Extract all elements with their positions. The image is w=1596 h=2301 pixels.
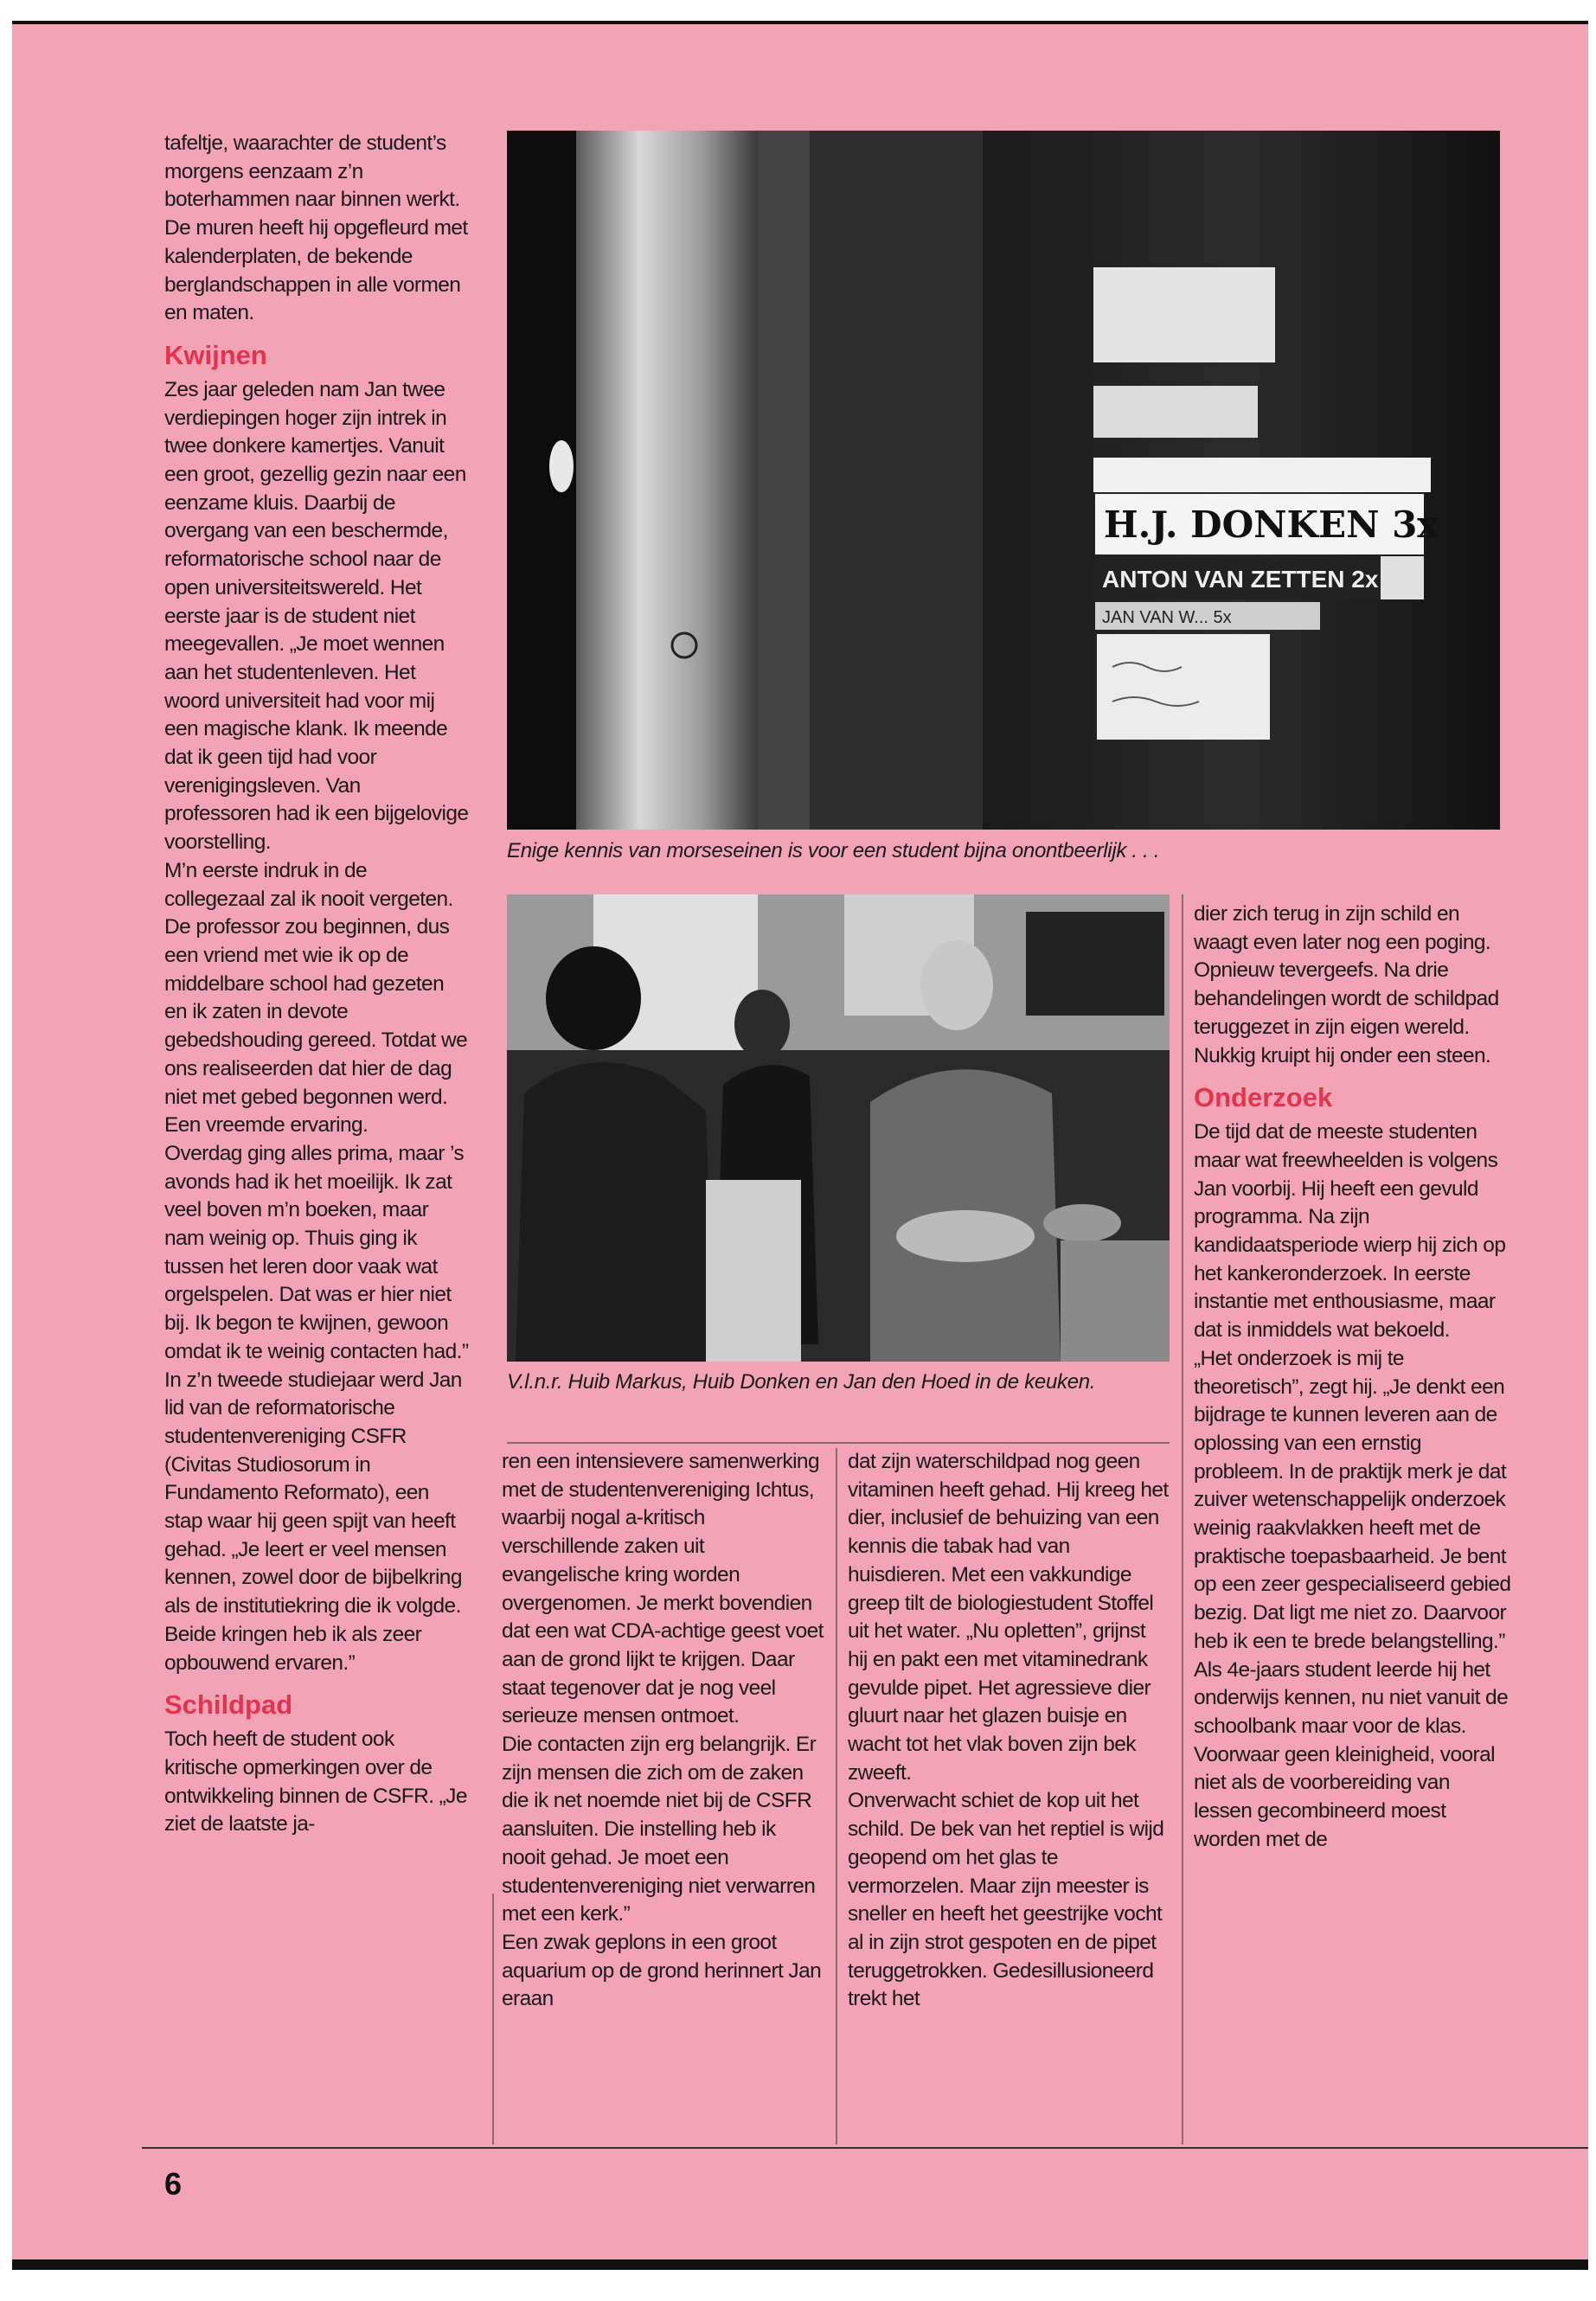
door-photo-caption: Enige kennis van morseseinen is voor een student bijna onontbeerlijk . . . [507, 839, 1160, 862]
col2-paragraph-2: Die contacten zijn erg belangrijk. Er zijn mensen die zich om de zaken die ik net noemde niet bij de CSFR aansluiten. Die instelling heb ik nooit gehad. Je moet een studentenvereniging niet verwarren met een kerk.” [502, 1733, 817, 1926]
door-sign-second: ANTON VAN ZETTEN 2x [1102, 566, 1379, 593]
column-3 [848, 1448, 1170, 2014]
col3-paragraph-2: Onverwacht schiet de kop uit het schild. De bek van het reptiel is wijd geopend om het glas te vermorzelen. Maar zijn meester is sneller en heeft het geestrijke vocht al in zijn strot gespoten en de pipet teruggetrokken. Gedesillusioneerd trekt het [848, 1789, 1164, 2011]
column-1 [164, 130, 469, 1839]
door-photo [507, 131, 1500, 830]
kitchen-photo-caption: V.l.n.r. Huib Markus, Huib Donken en Jan den Hoed in de keuken. [507, 1370, 1096, 1394]
kitchen-photo [507, 894, 1170, 1362]
caption-rule [507, 1442, 1170, 1444]
page-number: 6 [164, 2166, 183, 2202]
column-rule-3 [1182, 894, 1183, 2144]
col1-paragraph-3: M’n eerste indruk in de collegezaal zal ik nooit vergeten. De professor zou beginnen, dus een vriend met wie ik op de middelbare school had gezeten en ik zaten in devote gebedshouding gereed. Totdat we ons realiseerden dat hier de dag niet met gebed begonnen werd. Een vreemde ervaring. [164, 858, 468, 1138]
col1-paragraph-6: Toch heeft de student ook kritische opmerkingen over de ontwikkeling binnen de CSFR. „Je ziet de laatste ja- [164, 1727, 467, 1836]
col1-paragraph-5: In z’n tweede studiejaar werd Jan lid van de reformatorische studentenvereniging CSFR (Civitas Studiosorum in Fundamento Reformato), een stap waar hij geen spijt van heeft gehad. „Je leert er veel mensen kennen, zowel door de bijbelkring als de institutiekring die ik volgde. Beide kringen heb ik als zeer opbouwend ervaren.” [164, 1368, 462, 1675]
footer-rule [142, 2147, 1588, 2149]
col1-paragraph-1: tafeltje, waarachter de student’s morgens eenzaam z’n boterhammen naar binnen werkt. De muren heeft hij opgefleurd met kalenderplaten, de bekende berglandschappen in alle vormen en maten. [164, 131, 468, 325]
col4-paragraph-1: dier zich terug in zijn schild en waagt even later nog een poging. Opnieuw tevergeefs. Na drie behandelingen wordt de schildpad teruggezet in zijn eigen wereld. Nukkig kruipt hij onder een steen. [1194, 902, 1499, 1067]
column-2 [502, 1448, 824, 2014]
col2-paragraph-1: ren een intensievere samenwerking met de studentenvereniging Ichtus, waarbij nogal a-kritisch verschillende zaken uit evangelische kring worden overgenomen. Je merkt bovendien dat een wat CDA-achtige geest voet aan de grond lijkt te krijgen. Daar staat tegenover dat je nog veel serieuze mensen ontmoet. [502, 1450, 824, 1728]
door-sign-main: H.J. DONKEN 3x [1104, 503, 1439, 546]
col4-paragraph-4: Als 4e-jaars student leerde hij het onderwijs kennen, nu niet vanuit de schoolbank maar voor de klas. Voorwaar geen kleinigheid, vooral niet als de voorbereiding van lessen gecombineerd moest worden met de [1194, 1657, 1509, 1851]
heading-kwijnen: Kwijnen [164, 339, 267, 370]
col1-paragraph-2: Zes jaar geleden nam Jan twee verdiepingen hoger zijn intrek in twee donkere kamertjes. Vanuit een groot, gezellig gezin naar een eenzame kluis. Daarbij de overgang van een beschermde, reformatorische school naar de open universiteitswereld. Het eerste jaar is de student niet meegevallen. „Je moet wennen aan het studentenleven. Het woord universiteit had voor mij een magische klank. Ik meende dat ik geen tijd had voor verenigingsleven. Van professoren had ik een bijgelovige voorstelling. [164, 377, 469, 855]
magazine-page [12, 21, 1588, 2270]
col3-paragraph-1: dat zijn waterschildpad nog geen vitaminen heeft gehad. Hij kreeg het dier, inclusief de behuizing van een kennis die tabak had van huisdieren. Met een vakkundige greep tilt de biologiestudent Stoffel uit het water. „Nu opletten”, grijnst hij en pakt een met vitaminedrank gevulde pipet. Het agressieve dier gluurt naar het glazen buisje en wacht tot het vlak boven zijn bek zweeft. [848, 1450, 1169, 1785]
column-rule-1 [492, 1894, 494, 2144]
heading-onderzoek: Onderzoek [1194, 1082, 1333, 1113]
col2-paragraph-3: Een zwak geplons in een groot aquarium op de grond herinnert Jan eraan [502, 1930, 822, 2011]
col4-paragraph-3: „Het onderzoek is mij te theoretisch”, zegt hij. „Je denkt een bijdrage te kunnen leveren aan de oplossing van een ernstig probleem. In de praktijk merk je dat zuiver wetenschappelijk onderzoek weinig raakvlakken heeft met de praktische toepasbaarheid. Je bent op een zeer gespecialiseerd gebied bezig. Dat ligt me niet zo. Daarvoor heb ik een te brede belangstelling.” [1194, 1346, 1511, 1653]
col4-paragraph-2: De tijd dat de meeste studenten maar wat freewheelden is volgens Jan voorbij. Hij heeft een gevuld programma. Na zijn kandidaatsperiode wierp hij zich op het kankeronderzoek. In eerste instantie met enthousiasme, maar dat is inmiddels wat bekoeld. [1194, 1120, 1506, 1343]
col1-paragraph-4: Overdag ging alles prima, maar ’s avonds had ik het moeilijk. Ik zat veel boven m’n boeken, maar nam weinig op. Thuis ging ik tussen het leren door vaak wat orgelspelen. Dat was er hier niet bij. Ik begon te kwijnen, gewoon omdat ik te weinig contacten had.” [164, 1141, 469, 1363]
bottom-border [12, 2259, 1588, 2270]
top-border [12, 21, 1588, 24]
column-rule-2 [836, 1448, 837, 2144]
door-sign-third: JAN VAN W... 5x [1102, 608, 1232, 627]
column-4 [1194, 901, 1512, 1855]
heading-schildpad: Schildpad [164, 1689, 293, 1721]
